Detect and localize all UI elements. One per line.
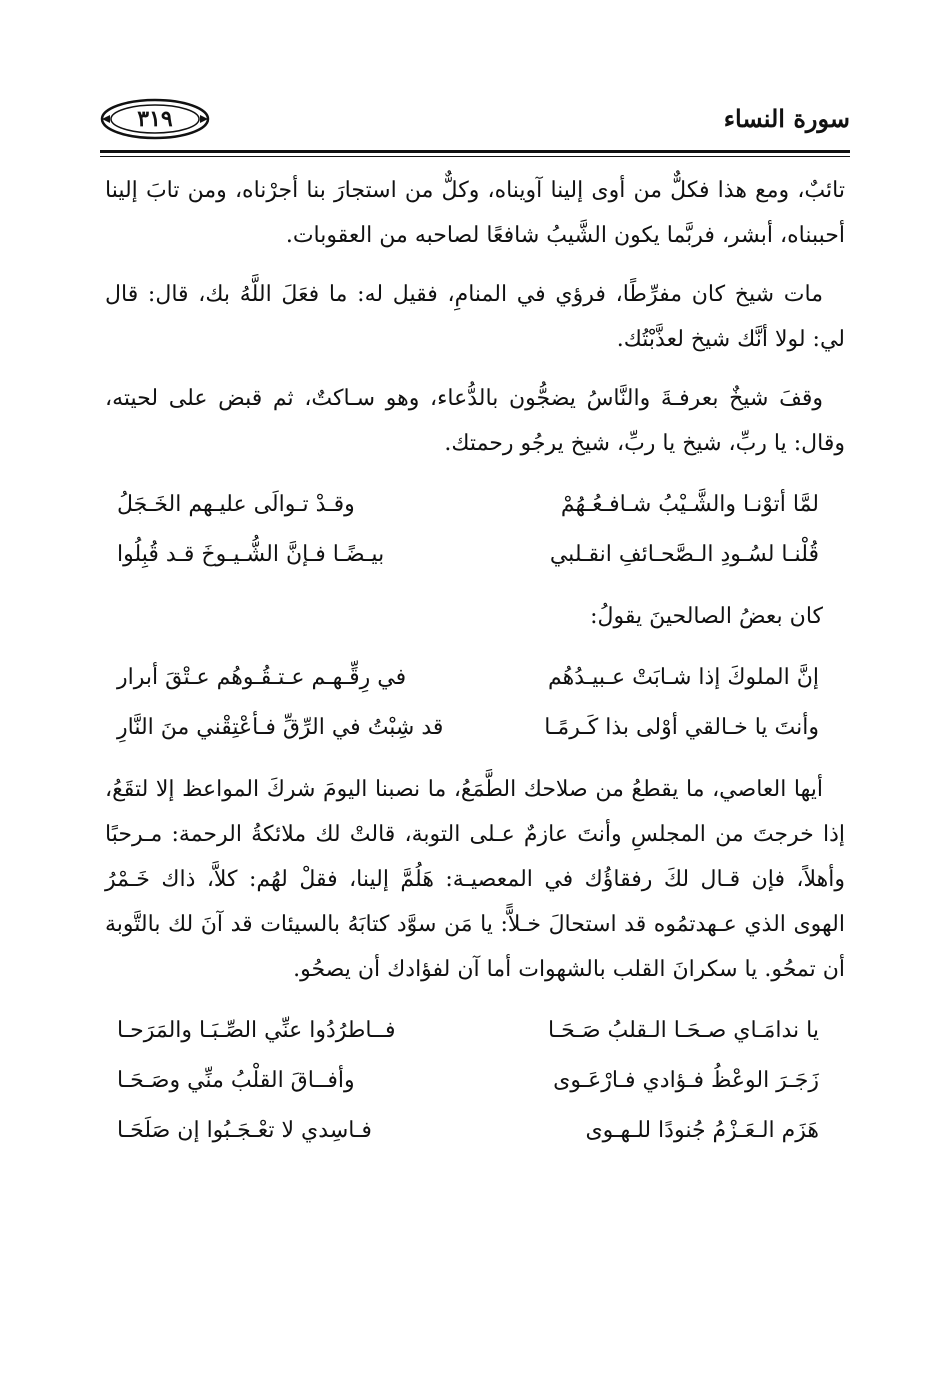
verse-line (105, 703, 845, 753)
paragraph: تائبٌ، ومع هذا فكلٌّ من أوى إلينا آويناه، وكلٌّ من استجارَ بنا أجرْناه، ومن تابَ إلينا أحببناه، أبشر، فربَّما يكون الشَّيبُ شافعًا لصاحبه من العقوبات. (105, 178, 845, 248)
header-rule-thin (100, 156, 850, 157)
page-number-badge (100, 98, 210, 140)
paragraph: أيها العاصي، ما يقطعُ من صلاحك الطَّمَعُ، ما نصبنا اليومَ شركَ المواعظ إلا لتقَعُ، إذا خرجتَ من المجلسِ وأنتَ عازمٌ عـلى التوبة، قالتْ لك ملائكةُ الرحمة: مـرحبًا وأهلاً، فإن قـال لكَ رفقاؤُك في المعصيـة: هَلُمَّ إلينا، فقلْ لهُم: كلاَّ، ذاك خَـمْرُ الهوى الذي عـهدتمُوه قد استحالَ خـلاًّ: يا مَن سوَّد كتابَهُ بالسيئات قد آنَ لك بالتَّوبة أن تمحُو. يا سكرانَ القلب بالشهوات أما آن لفؤادك أن يصحُو. (105, 777, 845, 982)
header-rule-thick (100, 150, 850, 153)
verse-first-hemistich: لمَّا أتوْنـا والشَّـيْبُ شـافـعُـهُمْ (560, 492, 819, 517)
verse-line (105, 1006, 845, 1056)
verse-first-hemistich: هَزَم الـعَـزْمُ جُنودًا للـهـوى (585, 1118, 819, 1143)
verse-second-hemistich: فـاسِدي لا تعْـجَـبُوا إن صَلَحَـا (117, 1118, 372, 1143)
verse-line (105, 1056, 845, 1106)
poem-block (105, 1006, 845, 1156)
verse-second-hemistich: وأفــاقَ القلْبُ منِّي وصَـحَـا (117, 1068, 355, 1093)
verse-line (105, 1106, 845, 1156)
paragraph: وقفَ شيخٌ بعرفـةَ والنَّاسُ يضجُّون بالدُّعاء، وهو سـاكتٌ، ثم قبض على لحيته، وقال: يا ربِّ، شيخ يا ربِّ، شيخ يرجُو رحمتك. (105, 386, 845, 456)
verse-first-hemistich: زَجَـرَ الوعْظُ فـؤادي فـارْعَـوى (553, 1068, 819, 1093)
poem-intro: كان بعضُ الصالحينَ يقولُ: (590, 604, 823, 629)
verse-first-hemistich: وأنتَ يا خـالقي أوْلى بذا كَـرمًـا (544, 715, 819, 740)
verse-line (105, 653, 845, 703)
verse-first-hemistich: إنَّ الملوكَ إذا شـابَتْ عـبيـدُهُم (548, 665, 819, 690)
verse-second-hemistich: في رِقِّـهـم عـتـقُـوهُم عـتْقَ أبرار (117, 665, 407, 690)
verse-first-hemistich: قُلْنـا لسُـودِ الـصَّحـائفِ انقـلبي (549, 542, 819, 567)
verse-line (105, 530, 845, 580)
page-header (100, 96, 850, 148)
verse-first-hemistich: يا ندامَـاي صـحَـا الـقلبُ صَـحَـا (548, 1018, 819, 1043)
verse-second-hemistich: فــاطرُدُوا عنِّي الصِّـبَـا والمَرَحـا (117, 1018, 396, 1043)
verse-second-hemistich: وقـدْ تـوالَى عليـهم الخَـجَلُ (117, 492, 355, 517)
verse-second-hemistich: قد شِبْتُ في الرِّقِّ فـأعْتِقْني منَ النَّارِ (117, 715, 444, 740)
poem-block (105, 653, 845, 753)
page-body (105, 168, 845, 1170)
paragraph: مات شيخ كان مفرِّطًا، فرؤي في المنامِ، فقيل له: ما فعَلَ اللَّهُ بك، قال: قال لي: لولا أنَّك شيخ لعذَّبْتُك. (105, 282, 845, 352)
verse-second-hemistich: بيـضًـا فـإنَّ الشُّـيـوخَ قـد قُبِلُوا (117, 542, 385, 567)
poem-block (105, 480, 845, 580)
surah-title: سورة النساء (723, 104, 850, 133)
verse-line (105, 480, 845, 530)
page-number: ٣١٩ (137, 106, 173, 132)
